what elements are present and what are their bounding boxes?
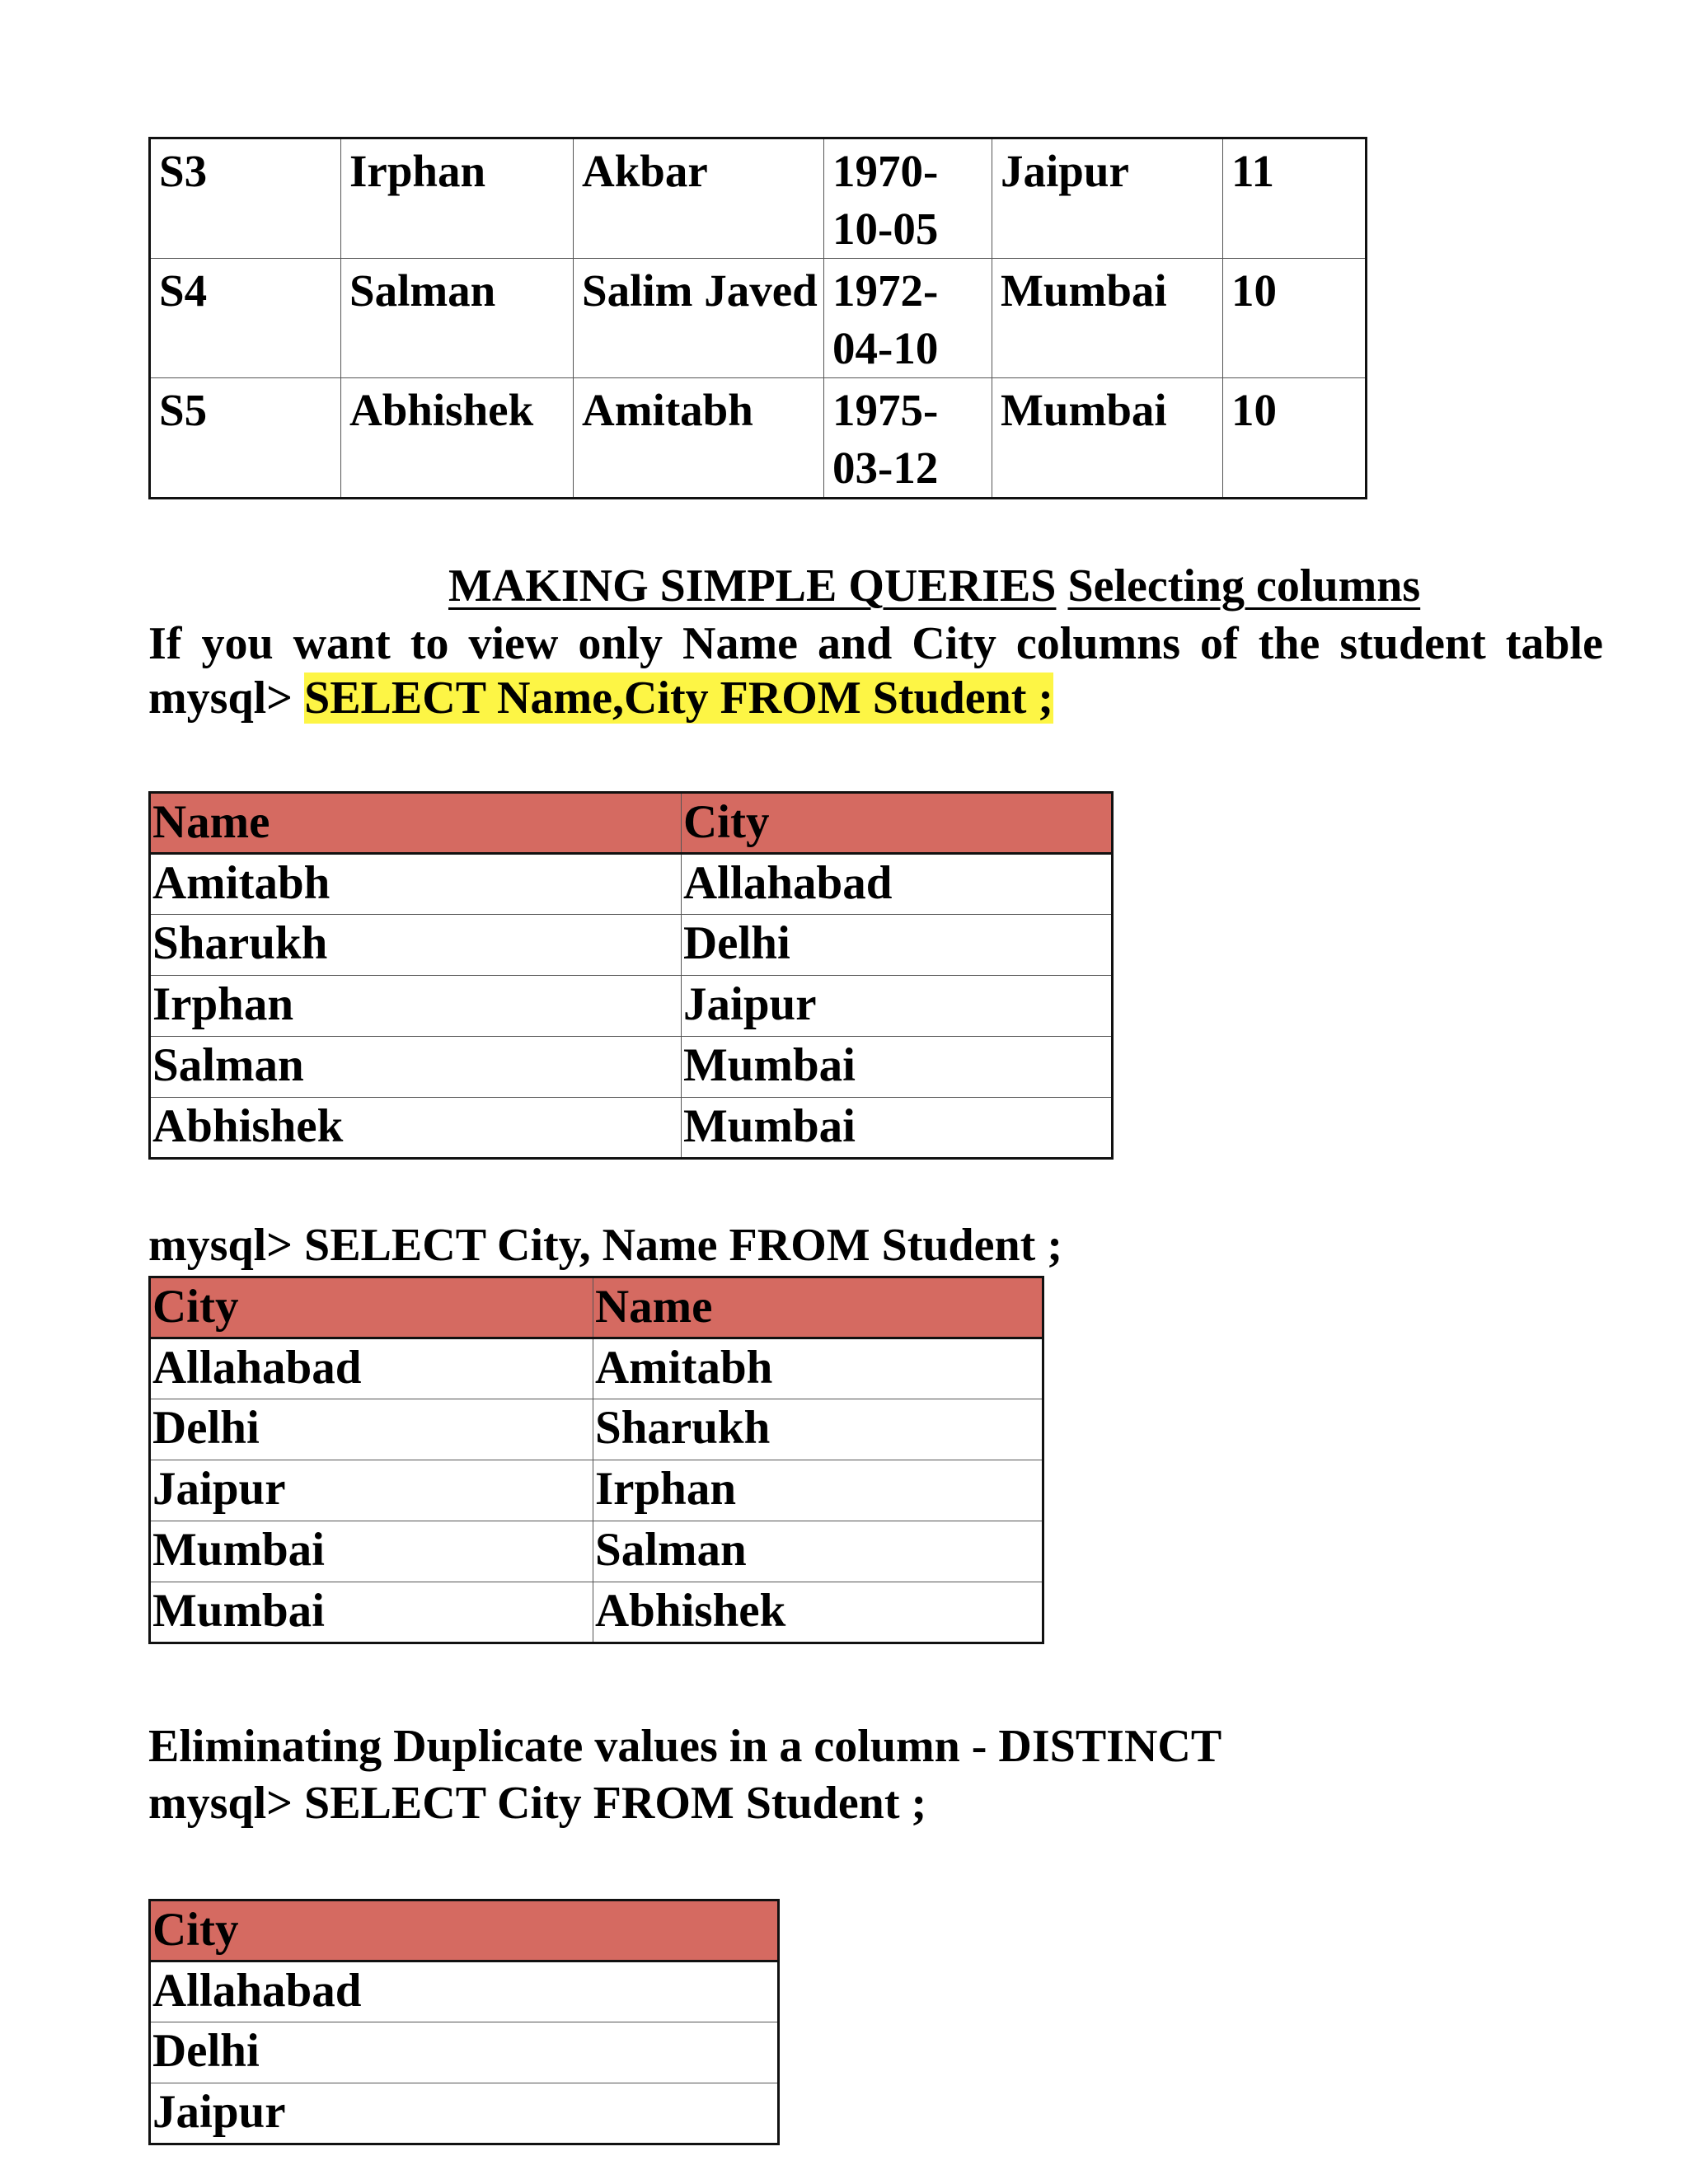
table-cell: Jaipur [150, 1460, 593, 1521]
cell-name: Salman [341, 259, 574, 378]
table-cell: Abhishek [150, 1098, 682, 1159]
table-cell: Amitabh [593, 1338, 1043, 1399]
table-cell: Jaipur [150, 2083, 779, 2144]
table-row [150, 1521, 1043, 1582]
mysql-prompt: mysql> [148, 673, 293, 724]
column-header: Name [593, 1277, 1043, 1338]
cell-name: Irphan [341, 138, 574, 259]
table-row [150, 2022, 779, 2083]
cell-dob: 1975-03-12 [824, 378, 992, 499]
intro-sentence: If you want to view only Name and City columns of the student table [148, 618, 1603, 669]
cell-id: S5 [150, 378, 341, 499]
table-cell: Salman [150, 1037, 682, 1098]
query1-line [148, 671, 1053, 725]
table-cell: Mumbai [150, 1521, 593, 1582]
result-table-city [148, 1899, 780, 2145]
column-header: City [150, 1900, 779, 1961]
table-row [150, 1098, 1113, 1159]
table-cell: Allahabad [682, 854, 1113, 915]
section-subtitle: Selecting columns [1067, 560, 1421, 612]
cell-id: S4 [150, 259, 341, 378]
table-cell: Mumbai [150, 1582, 593, 1643]
distinct-heading: Eliminating Duplicate values in a column - DISTINCT [148, 1721, 1222, 1772]
table-row [150, 138, 1367, 259]
cell-id: S3 [150, 138, 341, 259]
table-row [150, 915, 1113, 976]
table-row [150, 1338, 1043, 1399]
column-header: City [682, 793, 1113, 854]
table-row [150, 378, 1367, 499]
query1-highlighted: SELECT Name,City FROM Student ; [304, 673, 1054, 724]
table-row [150, 1961, 779, 2022]
result-table-name-city [148, 791, 1114, 1160]
table-row [150, 259, 1367, 378]
table-cell: Mumbai [682, 1037, 1113, 1098]
cell-father: Akbar [574, 138, 824, 259]
intro-text [148, 616, 1603, 671]
table-row [150, 1037, 1113, 1098]
table-cell: Sharukh [593, 1399, 1043, 1460]
cell-dob: 1972-04-10 [824, 259, 992, 378]
cell-class: 10 [1223, 378, 1367, 499]
cell-city: Mumbai [992, 378, 1223, 499]
table-cell: Amitabh [150, 854, 682, 915]
table-cell: Mumbai [682, 1098, 1113, 1159]
table-cell: Delhi [150, 2022, 779, 2083]
table-row [150, 976, 1113, 1037]
column-header: Name [150, 793, 682, 854]
table-cell: Irphan [593, 1460, 1043, 1521]
table-cell: Salman [593, 1521, 1043, 1582]
table-row [150, 1460, 1043, 1521]
cell-name: Abhishek [341, 378, 574, 499]
table-header-row [150, 793, 1113, 854]
table-cell: Delhi [682, 915, 1113, 976]
student-table-partial [148, 137, 1367, 499]
cell-city: Jaipur [992, 138, 1223, 259]
section-heading [448, 559, 1420, 613]
cell-city: Mumbai [992, 259, 1223, 378]
table-row [150, 1399, 1043, 1460]
cell-father: Amitabh [574, 378, 824, 499]
result-table-city-name [148, 1276, 1044, 1644]
table-header-row [150, 1900, 779, 1961]
table-header-row [150, 1277, 1043, 1338]
table-row [150, 1582, 1043, 1643]
table-cell: Jaipur [682, 976, 1113, 1037]
section-title: MAKING SIMPLE QUERIES [448, 560, 1057, 612]
cell-father: Salim Javed [574, 259, 824, 378]
cell-class: 11 [1223, 138, 1367, 259]
query2-line: mysql> SELECT City, Name FROM Student ; [148, 1220, 1062, 1271]
table-cell: Abhishek [593, 1582, 1043, 1643]
table-cell: Allahabad [150, 1961, 779, 2022]
table-cell: Allahabad [150, 1338, 593, 1399]
table-row [150, 854, 1113, 915]
table-cell: Sharukh [150, 915, 682, 976]
query3-line: mysql> SELECT City FROM Student ; [148, 1778, 927, 1829]
cell-dob: 1970-10-05 [824, 138, 992, 259]
table-row [150, 2083, 779, 2144]
table-cell: Irphan [150, 976, 682, 1037]
column-header: City [150, 1277, 593, 1338]
table-cell: Delhi [150, 1399, 593, 1460]
cell-class: 10 [1223, 259, 1367, 378]
